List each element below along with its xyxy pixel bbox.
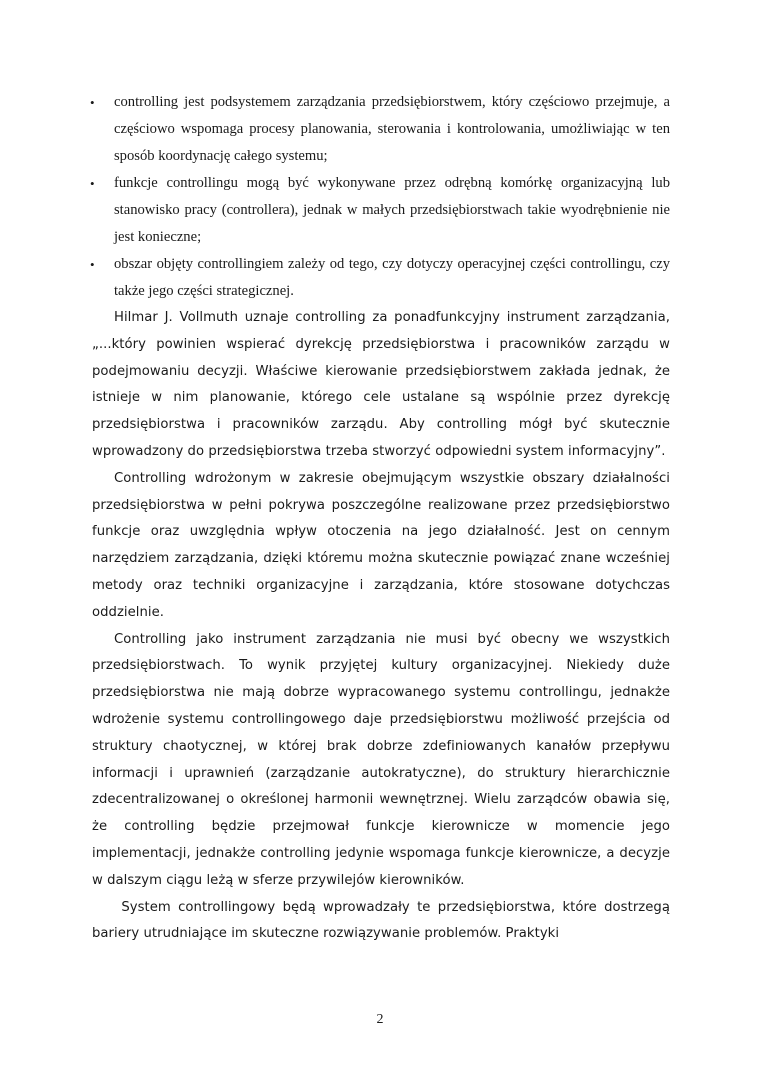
page-number: 2	[376, 1012, 384, 1027]
bullet-item	[92, 89, 670, 170]
paragraph-controlling-system: System controllingowy będą wprowadzały te przedsiębiorstwa, które dostrzegą bariery utrudniające im skuteczne rozwiązywanie problemów. Praktyki	[92, 899, 675, 942]
bullet-item	[92, 170, 670, 251]
bullet-icon: •	[90, 95, 95, 110]
bullet-icon: •	[90, 176, 95, 191]
body-text	[92, 305, 675, 948]
paragraph-vollmuth-quote: Hilmar J. Vollmuth uznaje controlling za ponadfunkcyjny instrument zarządzania, „...który powinien wspierać dyrekcję przedsiębiorstwa i pracowników zarządu w podejmowaniu decyzji. Właściwe kierowanie przedsiębiorstwem zakłada jednak, że istnieje w nim planowanie, którego cele ustalane są wspólnie przez dyrekcję przedsiębiorstwa i pracowników zarządu. Aby controlling mógł być skutecznie wprowadzony do przedsiębiorstwa trzeba stworzyć odpowiedni system informacyjny”.	[92, 310, 670, 459]
bullet-text: funkcje controllingu mogą być wykonywane przez odrębną komórkę organizacyjną lub stanowisko pracy (controllera), jednak w małych przedsiębiorstwach takie wyodrębnienie nie jest konieczne;	[114, 175, 670, 245]
paragraph-controlling-implementation: Controlling wdrożonym w zakresie obejmującym wszystkie obszary działalności przedsiębiorstwa w pełni pokrywa poszczególne realizowane przez przedsiębiorstwo funkcje oraz uwzględnia wpływ otoczenia na jego działalność. Jest on cennym narzędziem zarządzania, dzięki któremu można skutecznie powiązać znane wcześniej metody oraz techniki organizacyjne i zarządzania, które stosowane dotychczas oddzielnie.	[92, 470, 670, 620]
bullet-item	[92, 251, 670, 305]
bullet-text: controlling jest podsystemem zarządzania przedsiębiorstwem, który częściowo przejmuje, a częściowo wspomaga procesy planowania, sterowania i kontrolowania, umożliwiając w ten sposób koordynację całego systemu;	[114, 94, 670, 164]
bullet-text: obszar objęty controllingiem zależy od tego, czy dotyczy operacyjnej części controllingu, czy także jego części strategicznej.	[114, 256, 670, 299]
bullet-icon: •	[90, 257, 95, 272]
bullet-list	[92, 89, 670, 305]
paragraph-controlling-instrument: Controlling jako instrument zarządzania nie musi być obecny we wszystkich przedsiębiorstwach. To wynik przyjętej kultury organizacyjnej. Niekiedy duże przedsiębiorstwa nie mają dobrze wypracowanego systemu controllingu, jednakże wdrożenie systemu controllingowego daje przedsiębiorstwu możliwość przejścia od struktury chaotycznej, w której brak dobrze zdefiniowanych kanałów przepływu informacji i uprawnień (zarządzanie autokratyczne), do struktury hierarchicznie zdecentralizowanej o określonej harmonii wewnętrznej. Wielu zarządców obawia się, że controlling będzie przejmował funkcje kierownicze w momencie jego implementacji, jednakże controlling jedynie wspomaga funkcje kierownicze, a decyzje w dalszym ciągu leżą w sferze przywilejów kierowników.	[92, 631, 670, 888]
